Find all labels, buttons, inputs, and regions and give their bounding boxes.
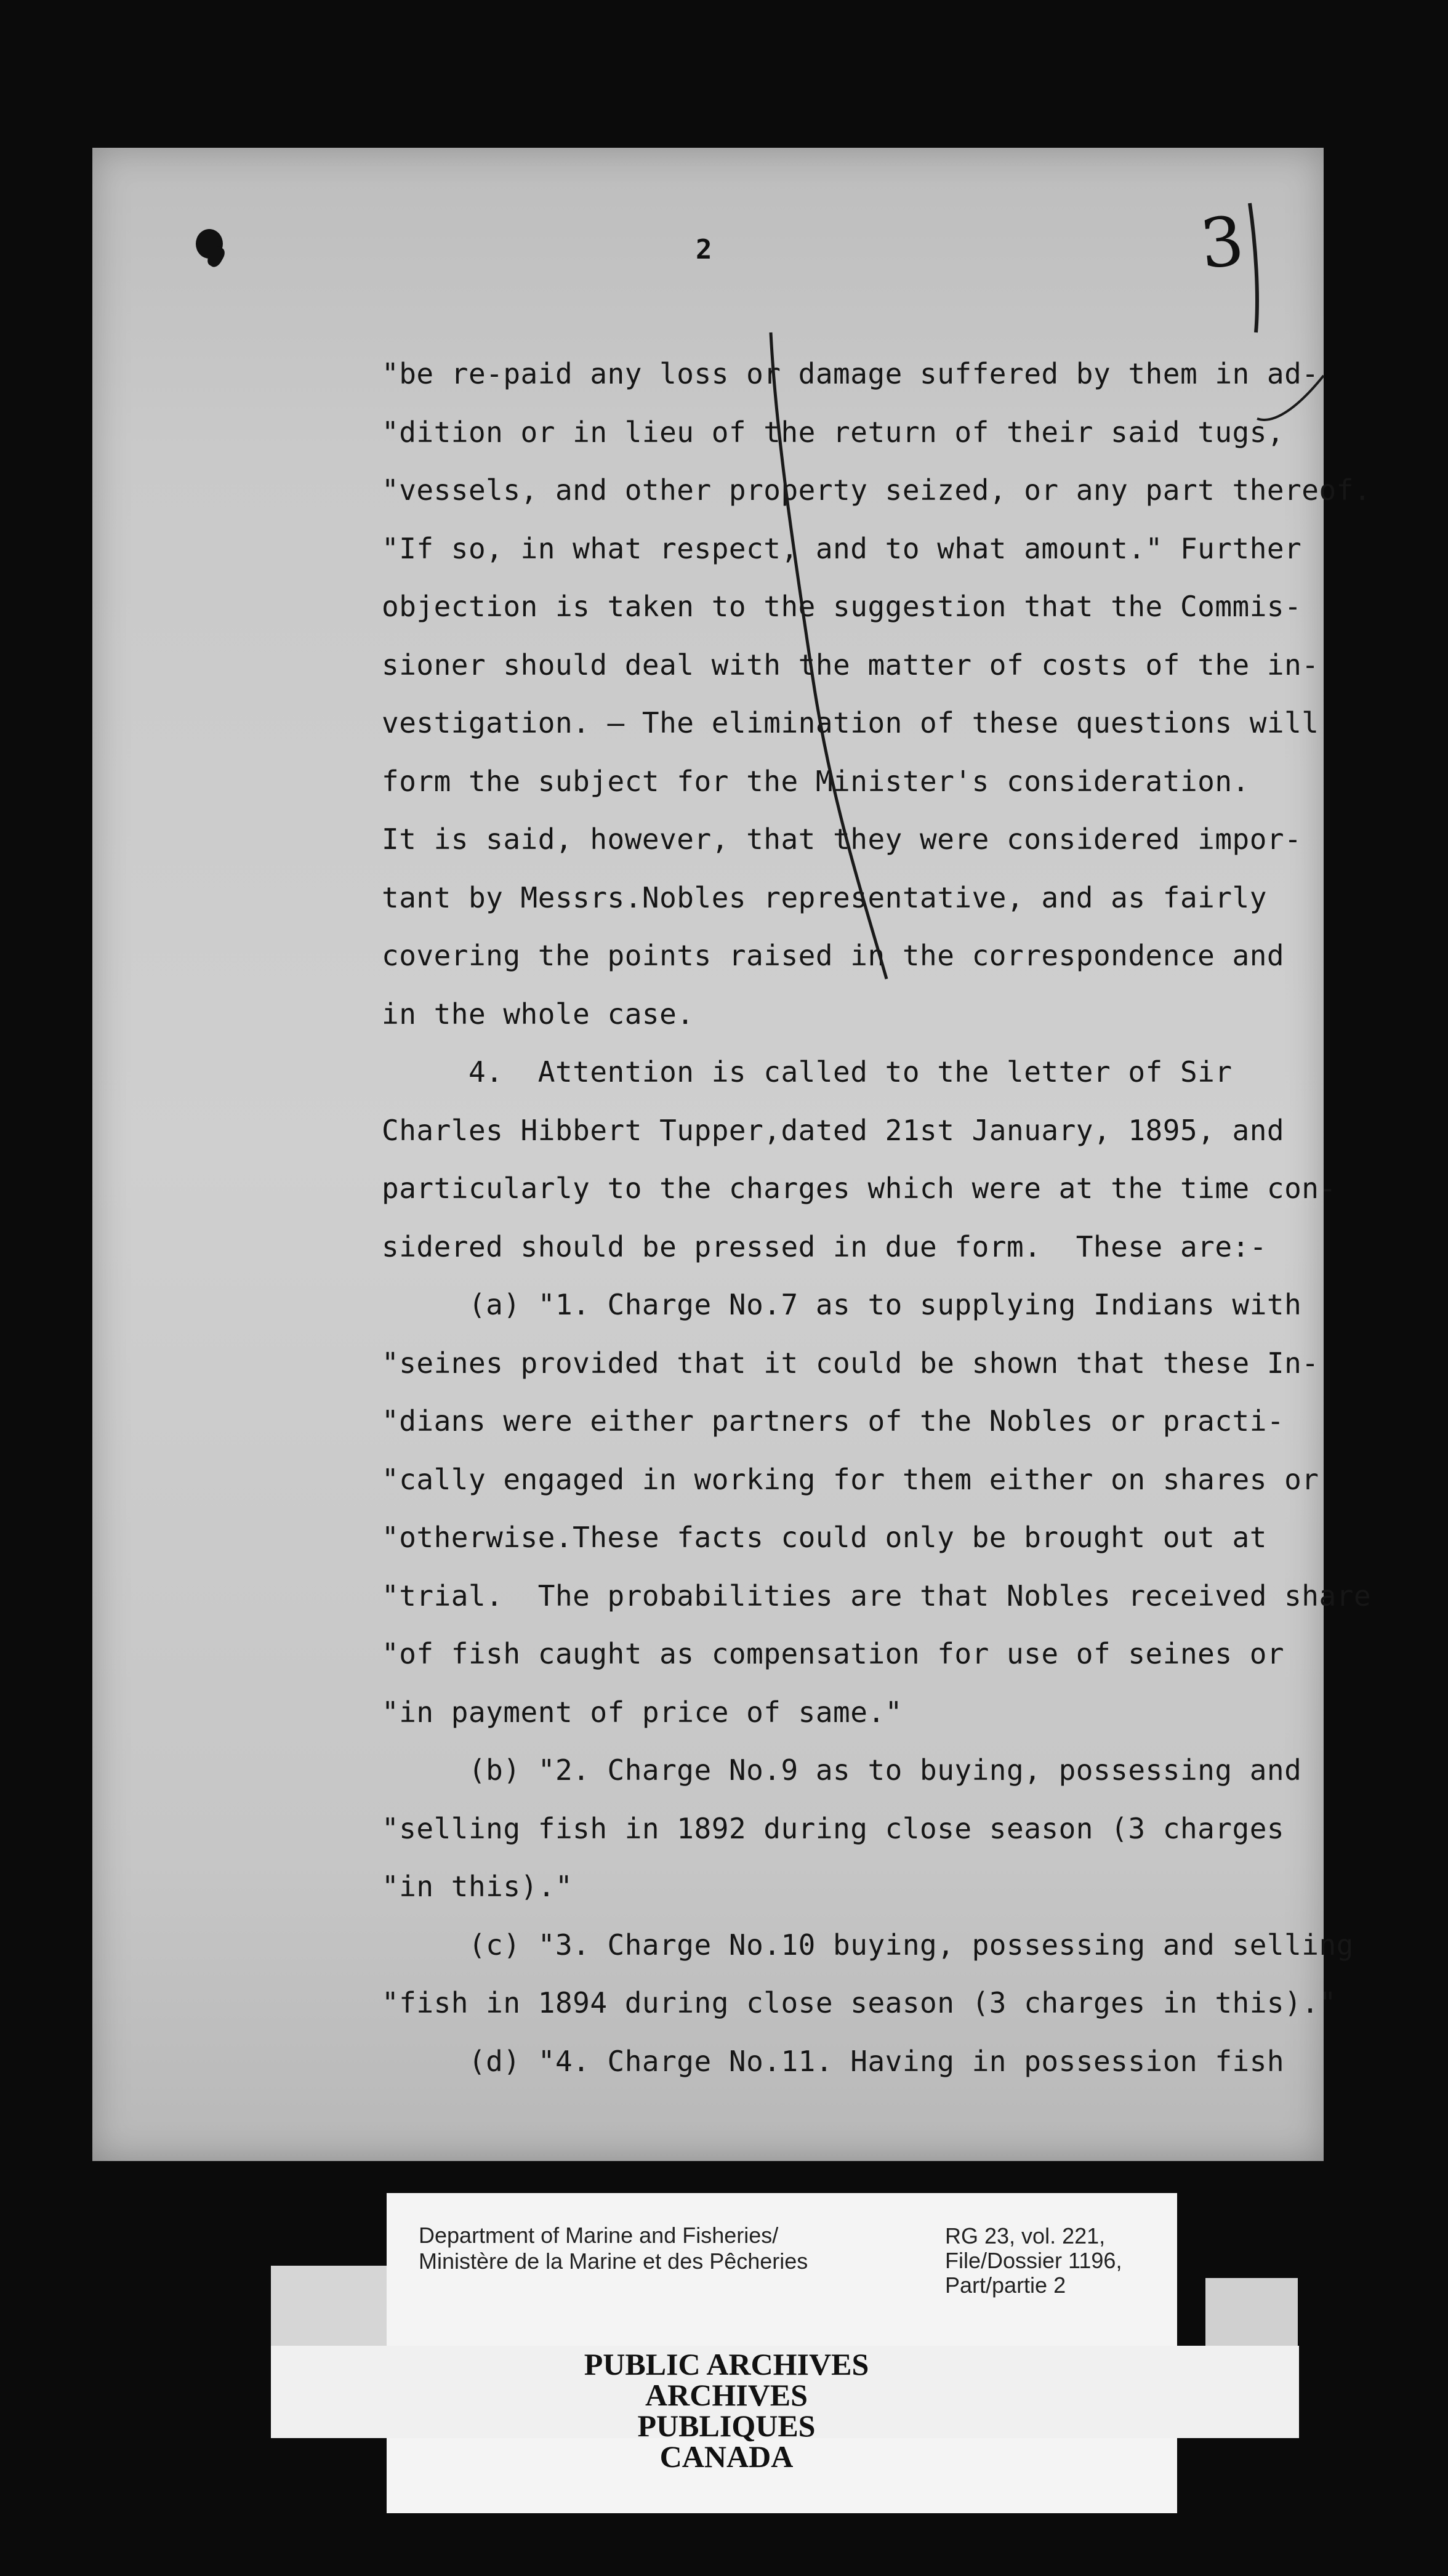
body-line-3: "vessels, and other property seized, or any part thereof. [382, 473, 1372, 507]
department-line-french: Ministère de la Marine et des Pêcheries [419, 2248, 808, 2274]
body-line-17: (a) "1. Charge No.7 as to supplying Indians with [382, 1288, 1302, 1321]
body-line-6: sioner should deal with the matter of costs of the in- [382, 648, 1319, 682]
archive-card-right-tab [1205, 2278, 1298, 2352]
public-archives-stamp [554, 2349, 899, 2472]
body-line-25: (b) "2. Charge No.9 as to buying, possessing and [382, 1753, 1302, 1787]
body-line-15: particularly to the charges which were at the time con- [382, 1172, 1337, 1205]
department-line-english: Department of Marine and Fisheries/ [419, 2223, 779, 2248]
body-line-23: "of fish caught as compensation for use of seines or [382, 1637, 1285, 1670]
body-line-11: covering the points raised in the correspondence and [382, 939, 1285, 972]
archives-line-french: ARCHIVES PUBLIQUES [637, 2378, 816, 2443]
ref-file-dossier: File/Dossier 1196, [945, 2248, 1122, 2273]
body-line-19: "dians were either partners of the Nobles or practi- [382, 1404, 1285, 1438]
body-line-9: It is said, however, that they were considered impor- [382, 823, 1302, 856]
body-line-4: "If so, in what respect, and to what amount." Further [382, 531, 1302, 565]
body-line-1: "be re-paid any loss or damage suffered by them in ad- [382, 357, 1319, 390]
archives-line-country: CANADA [659, 2439, 794, 2474]
body-line-27: "in this)." [382, 1870, 573, 1903]
archive-card-left-tab [271, 2266, 394, 2346]
body-line-28: (c) "3. Charge No.10 buying, possessing and selling [382, 1928, 1354, 1962]
body-line-30: (d) "4. Charge No.11. Having in possession fish [382, 2044, 1285, 2078]
body-line-7: vestigation. — The elimination of these questions will [382, 706, 1319, 739]
body-line-26: "selling fish in 1892 during close season (3 charges [382, 1811, 1285, 1845]
body-line-10: tant by Messrs.Nobles representative, and as fairly [382, 880, 1267, 914]
ref-record-group: RG 23, vol. 221, [945, 2223, 1106, 2248]
body-line-5: objection is taken to the suggestion that the Commis- [382, 590, 1302, 623]
body-line-20: "cally engaged in working for them either on shares or [382, 1462, 1319, 1496]
body-line-22: "trial. The probabilities are that Nobles received share [382, 1579, 1372, 1612]
handwritten-folio-number: 3 [1196, 201, 1248, 284]
body-line-24: "in payment of price of same." [382, 1695, 903, 1729]
page-number: 2 [696, 234, 712, 265]
ref-part: Part/partie 2 [945, 2272, 1066, 2298]
file-reference [945, 2224, 1122, 2298]
body-line-18: "seines provided that it could be shown that these In- [382, 1346, 1319, 1380]
body-line-21: "otherwise.These facts could only be brought out at [382, 1521, 1267, 1554]
body-line-16: sidered should be pressed in due form. These are:- [382, 1230, 1267, 1263]
department-label [419, 2223, 808, 2274]
archives-line-english: PUBLIC ARCHIVES [584, 2347, 869, 2381]
body-line-12: in the whole case. [382, 997, 694, 1031]
body-line-13: 4. Attention is called to the letter of Sir [382, 1055, 1233, 1089]
body-line-14: Charles Hibbert Tupper,dated 21st January, 1895, and [382, 1113, 1285, 1147]
typed-body-text [382, 345, 1372, 2090]
body-line-29: "fish in 1894 during close season (3 charges in this)." [382, 1986, 1337, 2019]
body-line-2: "dition or in lieu of the return of their said tugs, [382, 415, 1285, 449]
body-line-8: form the subject for the Minister's consideration. [382, 764, 1250, 798]
